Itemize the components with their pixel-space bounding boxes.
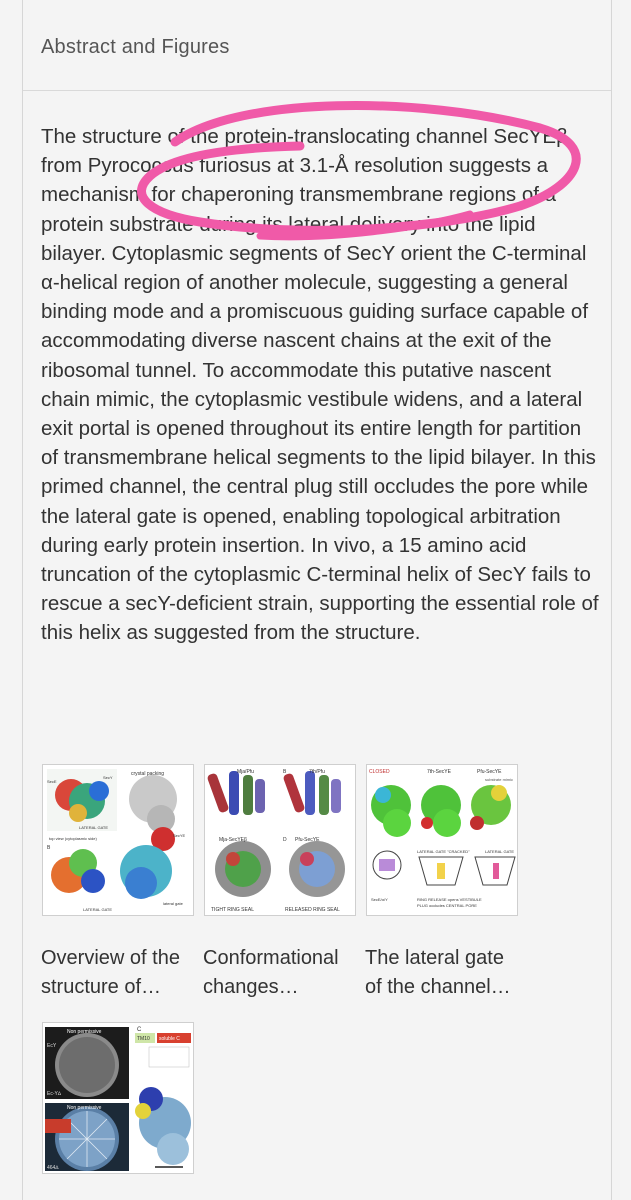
figure-2-label: D <box>283 837 287 843</box>
caption-line: Overview of the <box>41 947 180 969</box>
caption-line: changes… <box>203 976 299 998</box>
figure-caption-2[interactable] <box>203 944 363 1002</box>
caption-line: of the channel… <box>365 976 511 998</box>
figure-2-label: TIGHT RING SEAL <box>211 907 254 913</box>
abstract-figures-card <box>22 0 612 1200</box>
figure-4-label: 464∆ <box>47 1165 59 1171</box>
figure-3-label: SecE/α/Y <box>371 897 388 902</box>
figure-1-label: crystal packing <box>131 771 165 777</box>
figure-4-label: C <box>137 1027 142 1033</box>
caption-line: The lateral gate <box>365 947 504 969</box>
section-title: Abstract and Figures <box>41 36 230 58</box>
figure-4-image <box>43 1023 193 1173</box>
figure-1-label: B <box>47 845 51 851</box>
figure-4-label: Non permissive <box>67 1029 102 1035</box>
figure-3-label: 7th-SecYE <box>427 769 451 775</box>
figure-4-label: TM10 <box>137 1036 150 1042</box>
figure-3-label: RING RELEASE opens VESTIBULE <box>417 897 482 902</box>
caption-line: structure of… <box>41 976 162 998</box>
figure-2-label: Pfu-SecYE <box>295 837 320 843</box>
figure-3-label: PLUG occludes CENTRAL PORE <box>417 903 477 908</box>
caption-line: Conformational <box>203 947 339 969</box>
figure-2-label: Mja/Pfu <box>237 769 254 775</box>
figure-thumbnail-3[interactable] <box>366 764 518 916</box>
figure-1-image <box>43 765 193 915</box>
figure-3-label: substrate mimic <box>485 777 514 782</box>
figure-1-label: SecYE <box>173 833 186 838</box>
figure-thumbnail-4[interactable] <box>42 1022 194 1174</box>
figure-1-label: top view (cytoplasmic side) <box>49 836 97 841</box>
figure-2-label: RELEASED RING SEAL <box>285 907 340 913</box>
figure-3-label: LATERAL GATE <box>485 849 515 854</box>
figure-caption-1[interactable] <box>41 944 201 1002</box>
figure-4-label: Ec-Y∆ <box>47 1091 61 1097</box>
figure-1-label: LATERAL GATE <box>83 907 113 912</box>
figure-1-label: LATERAL GATE <box>79 825 109 830</box>
figure-2-label: Mja-SecYEβ <box>219 837 247 843</box>
figure-4-label: Non permissive <box>67 1105 102 1111</box>
figure-1-label: SecE <box>47 779 57 784</box>
figure-thumbnail-1[interactable] <box>42 764 194 916</box>
abstract-text: The structure of the protein-translocating channel SecYEβ from Pyrococcus furiosus at 3.1-Å resolution suggests a mechanism for chaperoning transmembrane regions of a protein substrate during its lateral delivery into the lipid bilayer. Cytoplasmic segments of SecY orient the C-terminal α-helical region of another molecule, suggesting a general binding mode and a promiscuous guiding surface capable of accommodating diverse nascent chains at the exit of the ribosomal tunnel. To accommodate this putative nascent chain mimic, the cytoplasmic vestibule widens, and a lateral exit portal is opened throughout its entire length for partition of transmembrane helical segments to the lipid bilayer. In this primed channel, the central plug still occludes the pore while the lateral gate is opened, enabling topological arbitration during early protein insertion. In vivo, a 15 amino acid truncation of the cytoplasmic C-terminal helix of SecY fails to rescue a secY-deficient strain, supporting the essential role of this helix as suggested from the structure. <box>41 125 599 645</box>
figure-4-label: EcY <box>47 1043 57 1049</box>
figure-3-label: Pfu-SecYE <box>477 769 502 775</box>
figure-3-image <box>367 765 517 915</box>
figure-3-label: CLOSED <box>369 769 390 775</box>
figure-2-label: B <box>283 769 287 775</box>
figure-1-label: lateral gate <box>163 901 183 906</box>
figure-4-label: soluble C <box>159 1036 180 1042</box>
figure-2-label: 7th/Pfu <box>309 769 325 775</box>
figure-3-label: LATERAL GATE "CRACKED" <box>417 849 470 854</box>
divider <box>23 90 611 91</box>
figure-1-label: SecY <box>103 775 113 780</box>
figure-caption-3[interactable] <box>365 944 525 1002</box>
figure-thumbnail-2[interactable] <box>204 764 356 916</box>
figure-2-image <box>205 765 355 915</box>
